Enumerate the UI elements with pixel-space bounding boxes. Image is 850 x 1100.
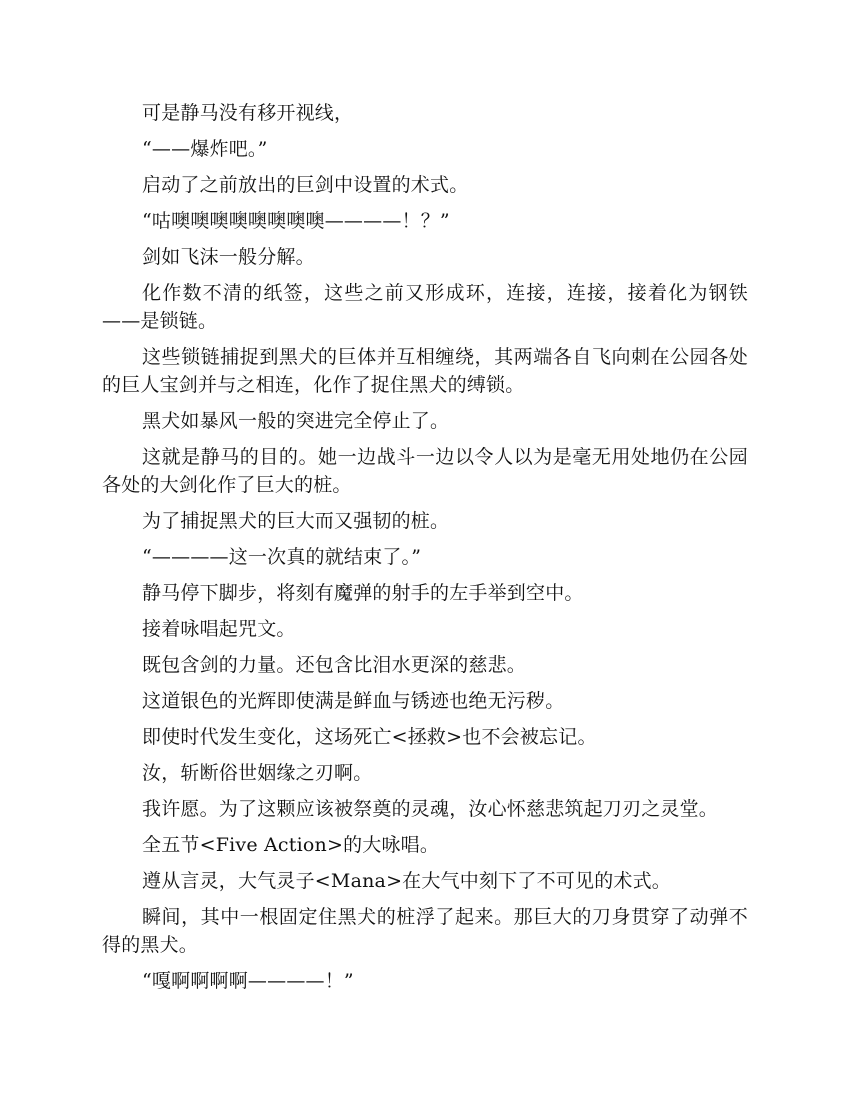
paragraph: “————这一次真的就结束了。” (142, 546, 422, 568)
paragraph: 静马停下脚步，将刻有魔弹的射手的左手举到空中。 (142, 582, 584, 604)
paragraph: 黑犬如暴风一般的突进完全停止了。 (142, 410, 450, 432)
paragraph: 这道银色的光辉即使满是鲜血与锈迹也绝无污秽。 (142, 690, 565, 712)
paragraph: 为了捕捉黑犬的巨大而又强韧的桩。 (142, 510, 450, 532)
body-text (102, 99, 748, 1003)
paragraph: 这就是静马的目的。她一边战斗一边以令人以为是毫无用处地仍在公园各处的大剑化作了巨大的桩。 (102, 446, 748, 496)
paragraph: “嘎啊啊啊啊————！” (142, 970, 354, 992)
paragraph: 瞬间，其中一根固定住黑犬的桩浮了起来。那巨大的刀身贯穿了动弹不得的黑犬。 (102, 906, 748, 956)
paragraph: 接着咏唱起咒文。 (142, 618, 296, 640)
paragraph: 可是静马没有移开视线， (142, 102, 354, 124)
paragraph: 启动了之前放出的巨剑中设置的术式。 (142, 174, 469, 196)
paragraph: 我许愿。为了这颗应该被祭奠的灵魂，汝心怀慈悲筑起刀刃之灵堂。 (142, 798, 719, 820)
paragraph: 遵从言灵，大气灵子<Mana>在大气中刻下了不可见的术式。 (142, 870, 671, 892)
paragraph: 即使时代发生变化，这场死亡<拯救>也不会被忘记。 (142, 726, 597, 748)
paragraph: 化作数不清的纸签，这些之前又形成环，连接，连接，接着化为钢铁——是锁链。 (102, 282, 748, 332)
paragraph: “咕噢噢噢噢噢噢噢噢————！？” (142, 210, 450, 232)
paragraph: 剑如飞沫一般分解。 (142, 246, 315, 268)
paragraph: 这些锁链捕捉到黑犬的巨体并互相缠绕，其两端各自飞向刺在公园各处的巨人宝剑并与之相连，化作了捉住黑犬的缚锁。 (102, 346, 748, 396)
paragraph: “——爆炸吧。” (142, 138, 268, 160)
paragraph: 既包含剑的力量。还包含比泪水更深的慈悲。 (142, 654, 527, 676)
paragraph: 汝，斩断俗世姻缘之刃啊。 (142, 762, 373, 784)
paragraph: 全五节<Five Action>的大咏唱。 (142, 834, 440, 856)
